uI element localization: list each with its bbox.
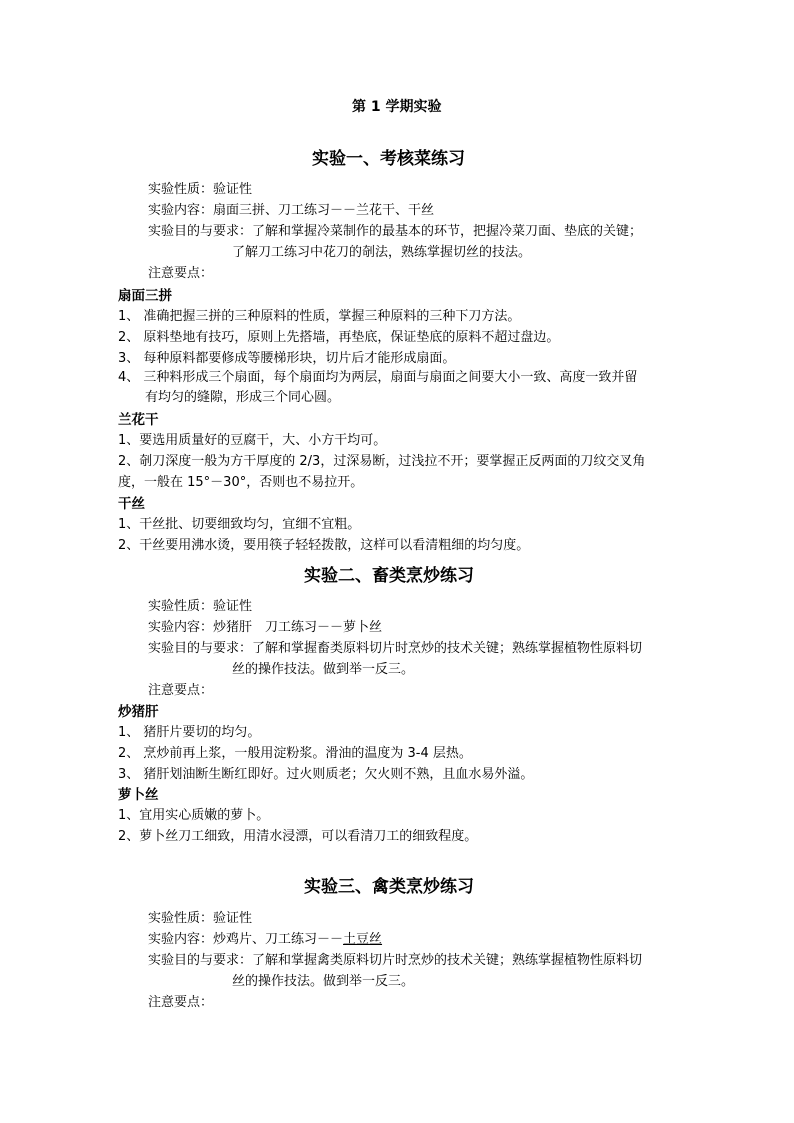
exp2-nature-value: 验证性 xyxy=(213,599,253,614)
content-label: 实验内容： xyxy=(148,203,214,218)
exp1-sec1-item2: 2、 原料垫地有技巧，原则上先搭墙，再垫底，保证垫底的原料不超过盘边。 xyxy=(118,330,560,345)
content-label: 实验内容： xyxy=(148,932,214,947)
exp1-sec1-item4-line1: 4、 三种料形成三个扇面，每个扇面均为两层，扇面与扇面之间要大小一致、高度一致并留 xyxy=(118,370,638,385)
exp3-notes-label: 注意要点： xyxy=(148,995,214,1010)
exp3-content-underlined: 土豆丝 xyxy=(343,932,383,947)
exp1-sec3-item1: 1、干丝批、切要细致均匀，宜细不宜粗。 xyxy=(118,517,361,532)
exp3-purpose-line2: 丝的操作技法。做到举一反三。 xyxy=(232,974,415,989)
exp3-content-row xyxy=(148,932,382,948)
exp2-title: 实验二、畜类烹炒练习 xyxy=(304,566,474,586)
exp1-sec2-heading: 兰花干 xyxy=(118,412,159,428)
exp1-content-row xyxy=(148,203,434,219)
exp2-sec1-heading: 炒猪肝 xyxy=(118,704,159,720)
exp1-purpose-line2: 了解刀工练习中花刀的剞法，熟练掌握切丝的技法。 xyxy=(232,245,532,260)
exp2-notes-label: 注意要点： xyxy=(148,683,214,698)
exp1-content-value: 扇面三拼、刀工练习－－兰花干、干丝 xyxy=(213,203,435,218)
content-label: 实验内容： xyxy=(148,620,214,635)
exp3-purpose-line1: 了解和掌握禽类原料切片时烹炒的技术关键；熟练掌握植物性原料切 xyxy=(252,953,643,968)
exp1-sec2-item2-line1: 2、剞刀深度一般为方干厚度的 2/3，过深易断，过浅拉不开；要掌握正反两面的刀纹交叉角 xyxy=(118,454,646,469)
exp1-purpose-line1: 了解和掌握冷菜制作的最基本的环节，把握冷菜刀面、垫底的关键； xyxy=(252,224,643,239)
exp2-content-value: 炒猪肝 刀工练习－－萝卜丝 xyxy=(213,620,383,635)
exp1-notes-label: 注意要点： xyxy=(148,266,214,281)
exp2-sec2-item1: 1、宜用实心质嫩的萝卜。 xyxy=(118,808,270,823)
exp2-purpose-line1: 了解和掌握畜类原料切片时烹炒的技术关键；熟练掌握植物性原料切 xyxy=(252,641,643,656)
exp1-sec2-item2-line2: 度，一般在 15°－30°，否则也不易拉开。 xyxy=(118,475,364,490)
purpose-label: 实验目的与要求： xyxy=(148,224,253,239)
exp2-content-row xyxy=(148,620,382,636)
exp1-sec1-item4-line2: 有均匀的缝隙，形成三个同心圆。 xyxy=(145,390,341,405)
exp1-sec3-heading: 干丝 xyxy=(118,496,145,512)
purpose-label: 实验目的与要求： xyxy=(148,953,253,968)
exp3-title: 实验三、禽类烹炒练习 xyxy=(304,877,474,897)
nature-label: 实验性质： xyxy=(148,599,214,614)
purpose-label: 实验目的与要求： xyxy=(148,641,253,656)
exp1-nature-row xyxy=(148,182,252,198)
exp2-sec1-item3: 3、 猪肝划油断生断红即好。过火则质老；欠火则不熟，且血水易外溢。 xyxy=(118,767,534,782)
exp1-purpose-row xyxy=(148,224,642,240)
nature-label: 实验性质： xyxy=(148,911,214,926)
exp2-nature-row xyxy=(148,599,252,615)
nature-label: 实验性质： xyxy=(148,182,214,197)
exp3-content-value: 炒鸡片、刀工练习－－ xyxy=(213,932,344,947)
exp1-sec2-item1: 1、要选用质量好的豆腐干，大、小方干均可。 xyxy=(118,433,387,448)
exp3-nature-row xyxy=(148,911,252,927)
exp1-title: 实验一、考核菜练习 xyxy=(312,149,465,169)
exp1-sec1-item1: 1、 准确把握三拼的三种原料的性质，掌握三种原料的三种下刀方法。 xyxy=(118,309,521,324)
exp1-sec3-item2: 2、干丝要用沸水烫，要用筷子轻轻拨散，这样可以看清粗细的均匀度。 xyxy=(118,538,530,553)
exp1-sec1-item3: 3、 每种原料都要修成等腰梯形块，切片后才能形成扇面。 xyxy=(118,351,456,366)
exp2-sec1-item1: 1、 猪肝片要切的均匀。 xyxy=(118,725,261,740)
exp3-nature-value: 验证性 xyxy=(213,911,253,926)
exp2-purpose-row xyxy=(148,641,642,657)
exp2-sec2-item2: 2、萝卜丝刀工细致，用清水浸漂，可以看清刀工的细致程度。 xyxy=(118,829,478,844)
document-title: 第 1 学期实验 xyxy=(352,99,442,115)
exp3-purpose-row xyxy=(148,953,642,969)
exp1-sec1-heading: 扇面三拼 xyxy=(118,288,172,304)
exp2-sec1-item2: 2、 烹炒前再上浆，一般用淀粉浆。滑油的温度为 3-4 层热。 xyxy=(118,746,472,761)
exp2-purpose-line2: 丝的操作技法。做到举一反三。 xyxy=(232,662,415,677)
exp2-sec2-heading: 萝卜丝 xyxy=(118,787,159,803)
exp1-nature-value: 验证性 xyxy=(213,182,253,197)
